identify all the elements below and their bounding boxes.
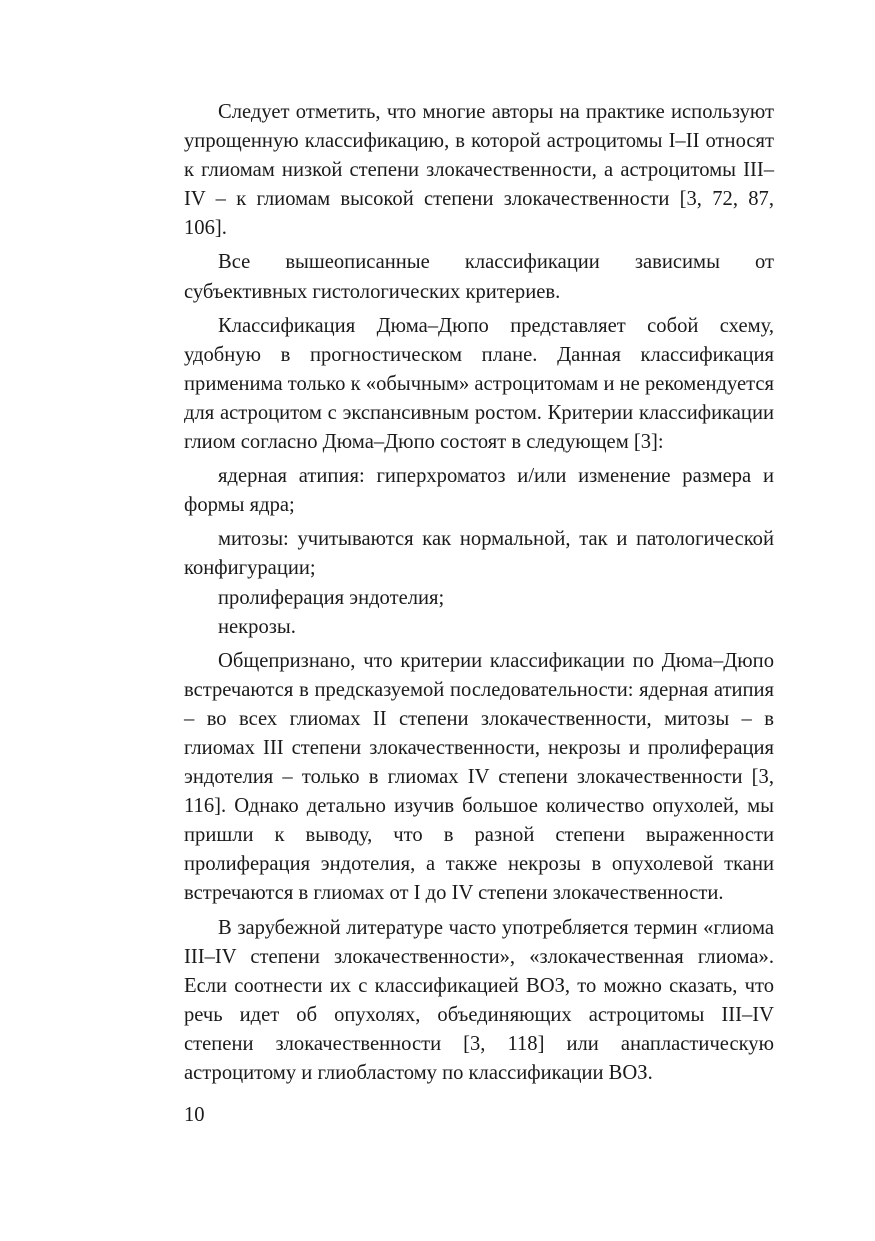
paragraph-simplified-classification: Следует отметить, что многие авторы на практике используют упрощенную классификацию, в которой астроцитомы I–II относят к глиомам низкой степени злокачественности, а астроцитомы III–IV – к глиомам высокой степени злокачественности [3, 72, 87, 106]. [184, 101, 774, 240]
paragraph-foreign-literature: В зарубежной литературе часто употребляется термин «глиома III–IV степени злокачественности», «злокачественная глиома». Если соотнести их с классификацией ВОЗ, то можно сказать, что речь идет об опухолях, объединяющих астроцитомы III–IV степени злокачественности [3, 118] или анапластическую астроцитому и глиобластому по классификации ВОЗ. [184, 916, 774, 1084]
paragraph-duma-dupo-intro: Классификация Дюма–Дюпо представляет собой схему, удобную в прогностическом плане. Данная классификация применима только к «обычным» астроцитомам и не рекомендуется для астроцитом с экспансивным ростом. Критерии классификации глиом согласно Дюма–Дюпо состоят в следующем [3]: [184, 314, 774, 454]
page-body [184, 98, 774, 1088]
criteria-item-necroses: некрозы. [218, 615, 296, 638]
criteria-item-endothelial-proliferation: пролиферация эндотелия; [218, 586, 445, 609]
paragraph-subjective-criteria: Все вышеописанные классификации зависимы от субъективных гистологических критериев. [184, 251, 774, 303]
paragraph-criteria-sequence: Общепризнано, что критерии классификации по Дюма–Дюпо встречаются в предсказуемой последовательности: ядерная атипия – во всех глиомах II степени злокачественности, митозы – в глиомах III степени злокачественности, некрозы и пролиферация эндотелия – только в глиомах IV степени злокачественности [3, 116]. Однако детально изучив большое количество опухолей, мы пришли к выводу, что в разной степени выраженности пролиферация эндотелия, а также некрозы в опухолевой ткани встречаются в глиомах от I до IV степени злокачественности. [184, 649, 774, 905]
criteria-item-mitoses: митозы: учитываются как нормальной, так и патологической конфигурации; [184, 528, 774, 580]
page-number: 10 [184, 1104, 205, 1126]
criteria-item-nuclear-atypia: ядерная атипия: гиперхроматоз и/или изменение размера и формы ядра; [184, 465, 774, 517]
